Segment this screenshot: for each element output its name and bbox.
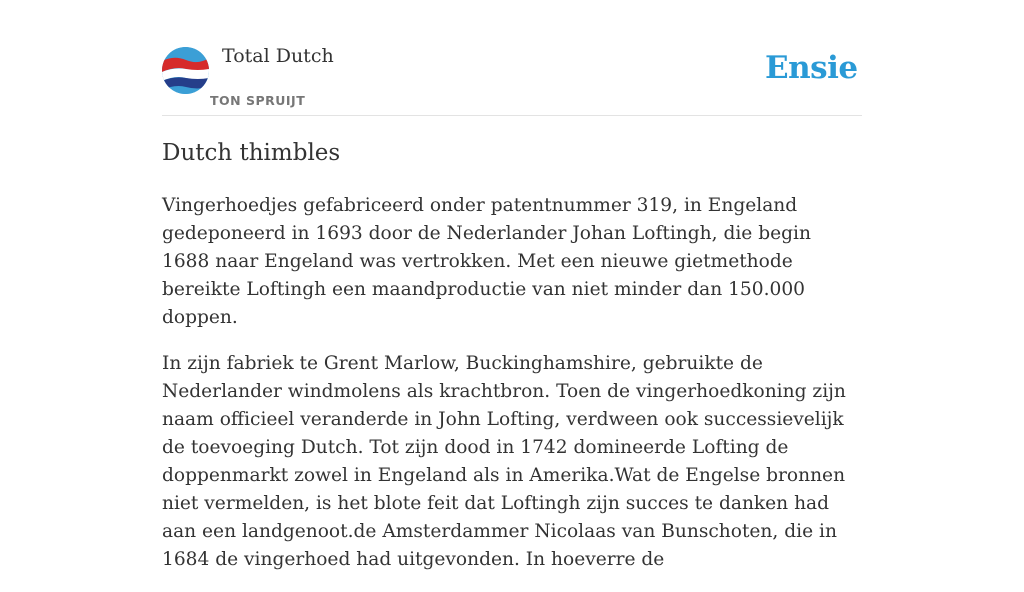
author-name-link[interactable]: TON SPRUIJT <box>210 93 306 108</box>
header-divider <box>162 115 862 116</box>
dutch-flag-icon[interactable] <box>162 47 209 94</box>
article-paragraph: In zijn fabriek te Grent Marlow, Buckinghamshire, gebruikte de Nederlander windmolens als krachtbron. Toen de vingerhoedkoning zijn naam officieel veranderde in John Lofting, verdween ook successievelijk de toevoeging Dutch. Tot zijn dood in 1742 domineerde Lofting de doppenmarkt zowel in Engeland als in Amerika.Wat de Engelse bronnen niet vermelden, is het blote feit dat Loftingh zijn succes te danken had aan een landgenoot.de Amsterdammer Nicolaas van Bunschoten, die in 1684 de vingerhoed had uitgevonden. In hoeverre de <box>162 353 846 570</box>
page-title: Dutch thimbles <box>162 140 341 166</box>
article-paragraph: Vingerhoedjes gefabriceerd onder patentnummer 319, in Engeland gedeponeerd in 1693 door de Nederlander Johan Loftingh, die begin 1688 naar Engeland was vertrokken. Met een nieuwe gietmethode bereikte Loftingh een maandproductie van niet minder dan 150.000 doppen. <box>162 195 811 328</box>
blog-title-link[interactable]: Total Dutch <box>222 45 334 67</box>
ensie-logo-link[interactable]: Ensie <box>765 50 858 86</box>
article-body <box>162 192 862 592</box>
